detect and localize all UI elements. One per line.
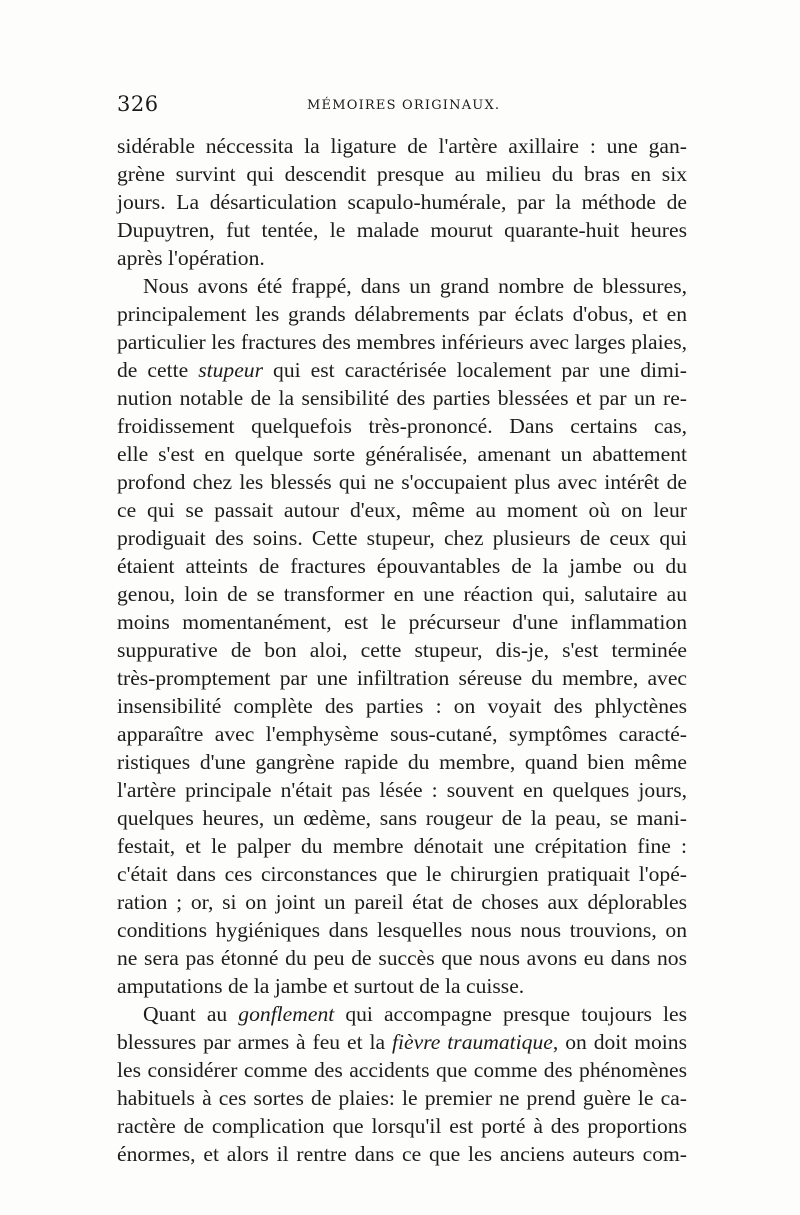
text-line bbox=[117, 328, 687, 356]
text-line bbox=[117, 608, 687, 636]
text-line-content: Nous avons été frappé, dans un grand nombre de blessures, bbox=[143, 274, 687, 298]
text-line-content: l'artère principale n'était pas lésée : souvent en quelques jours, bbox=[117, 778, 687, 802]
text-line-content: les considérer comme des accidents que comme des phénomènes bbox=[117, 1058, 687, 1082]
text-line-content: festait, et le palper du membre dénotait une crépitation fine : bbox=[117, 834, 687, 858]
text-line bbox=[117, 888, 687, 916]
text-line-content: suppurative de bon aloi, cette stupeur, dis-je, s'est terminée bbox=[117, 638, 687, 662]
text-line bbox=[117, 524, 687, 552]
text-line-content: jours. La désarticulation scapulo-humérale, par la méthode de bbox=[117, 190, 687, 214]
text-line-content: c'était dans ces circonstances que le chirurgien pratiquait l'opé- bbox=[117, 862, 687, 886]
text-line bbox=[117, 300, 687, 328]
body-text bbox=[117, 132, 687, 1168]
text-line bbox=[117, 1112, 687, 1140]
text-line-content: apparaître avec l'emphysème sous-cutané, symptômes caracté- bbox=[117, 722, 687, 746]
text-line bbox=[117, 468, 687, 496]
text-line bbox=[117, 356, 687, 384]
text-line bbox=[117, 1028, 687, 1056]
italic-term: fièvre traumatique bbox=[392, 1030, 553, 1054]
running-title: MÉMOIRES ORIGINAUX. bbox=[307, 98, 501, 113]
text-line-content: énormes, et alors il rentre dans ce que les anciens auteurs com- bbox=[117, 1142, 687, 1166]
text-line-content: ractère de complication que lorsqu'il est porté à des proportions bbox=[117, 1114, 687, 1138]
text-line-content: moins momentanément, est le précurseur d'une inflammation bbox=[117, 610, 687, 634]
text-line bbox=[117, 412, 687, 440]
text-line-content: ce qui se passait autour d'eux, même au moment où on leur bbox=[117, 498, 687, 522]
text-segment: Quant au bbox=[143, 1002, 239, 1026]
text-line-content: principalement les grands délabrements par éclats d'obus, et en bbox=[117, 302, 687, 326]
text-line bbox=[117, 664, 687, 692]
text-line bbox=[117, 916, 687, 944]
text-line-content: particulier les fractures des membres inférieurs avec larges plaies, bbox=[117, 330, 687, 354]
text-line-content: ne sera pas étonné du peu de succès que nous avons eu dans nos bbox=[117, 946, 687, 970]
text-line-content: très-promptement par une infiltration séreuse du membre, avec bbox=[117, 666, 687, 690]
text-line bbox=[117, 216, 687, 244]
text-line bbox=[117, 580, 687, 608]
text-line-content: nution notable de la sensibilité des parties blessées et par un re- bbox=[117, 386, 687, 410]
text-line bbox=[117, 692, 687, 720]
text-line bbox=[117, 972, 687, 1000]
text-line bbox=[117, 720, 687, 748]
text-line bbox=[117, 1000, 687, 1028]
text-line-content: insensibilité complète des parties : on voyait des phlyctènes bbox=[117, 694, 687, 718]
text-segment: blessures par armes à feu et la bbox=[117, 1030, 393, 1054]
text-line bbox=[117, 496, 687, 524]
text-line bbox=[117, 188, 687, 216]
text-line-content: habituels à ces sortes de plaies: le premier ne prend guère le ca- bbox=[117, 1086, 687, 1110]
text-line bbox=[117, 944, 687, 972]
text-line-content: froidissement quelquefois très-prononcé. Dans certains cas, bbox=[117, 414, 687, 438]
text-line-content: profond chez les blessés qui ne s'occupaient plus avec intérêt de bbox=[117, 470, 687, 494]
text-line-content: ristiques d'une gangrène rapide du membre, quand bien même bbox=[117, 750, 687, 774]
text-line bbox=[117, 860, 687, 888]
text-line bbox=[117, 776, 687, 804]
text-line bbox=[117, 832, 687, 860]
text-line bbox=[117, 1140, 687, 1168]
text-line bbox=[117, 1056, 687, 1084]
page-header bbox=[117, 92, 687, 122]
text-line bbox=[117, 1084, 687, 1112]
text-line-content: grène survint qui descendit presque au milieu du bras en six bbox=[117, 162, 687, 186]
text-line-content: après l'opération. bbox=[117, 246, 265, 270]
text-line bbox=[117, 384, 687, 412]
text-line bbox=[117, 552, 687, 580]
text-line bbox=[117, 272, 687, 300]
text-line-content: amputations de la jambe et surtout de la cuisse. bbox=[117, 974, 525, 998]
text-line bbox=[117, 160, 687, 188]
text-segment: de cette bbox=[117, 358, 199, 382]
text-line-content: sidérable néccessita la ligature de l'artère axillaire : une gan- bbox=[117, 134, 687, 158]
text-line-content: Dupuytren, fut tentée, le malade mourut quarante-huit heures bbox=[117, 218, 687, 242]
text-line bbox=[117, 748, 687, 776]
italic-term: gonflement bbox=[238, 1002, 335, 1026]
italic-term: stupeur bbox=[198, 358, 263, 382]
text-segment: qui accompagne presque toujours les bbox=[334, 1002, 687, 1026]
text-line-content: elle s'est en quelque sorte généralisée, amenant un abattement bbox=[117, 442, 687, 466]
page-number: 326 bbox=[117, 92, 159, 116]
text-line bbox=[117, 636, 687, 664]
text-segment: qui est caractérisée localement par une dimi- bbox=[263, 358, 687, 382]
text-line bbox=[117, 132, 687, 160]
text-line-content: conditions hygiéniques dans lesquelles nous nous trouvions, on bbox=[117, 918, 687, 942]
text-line-content: prodiguait des soins. Cette stupeur, chez plusieurs de ceux qui bbox=[117, 526, 687, 550]
text-line-content: ration ; or, si on joint un pareil état de choses aux déplorables bbox=[117, 890, 687, 914]
text-line bbox=[117, 244, 687, 272]
text-line-content: genou, loin de se transformer en une réaction qui, salutaire au bbox=[117, 582, 687, 606]
text-line-content: quelques heures, un œdème, sans rougeur de la peau, se mani- bbox=[117, 806, 687, 830]
text-line bbox=[117, 804, 687, 832]
text-line-content: étaient atteints de fractures épouvantables de la jambe ou du bbox=[117, 554, 687, 578]
text-segment: , on doit moins bbox=[552, 1030, 687, 1054]
text-line bbox=[117, 440, 687, 468]
